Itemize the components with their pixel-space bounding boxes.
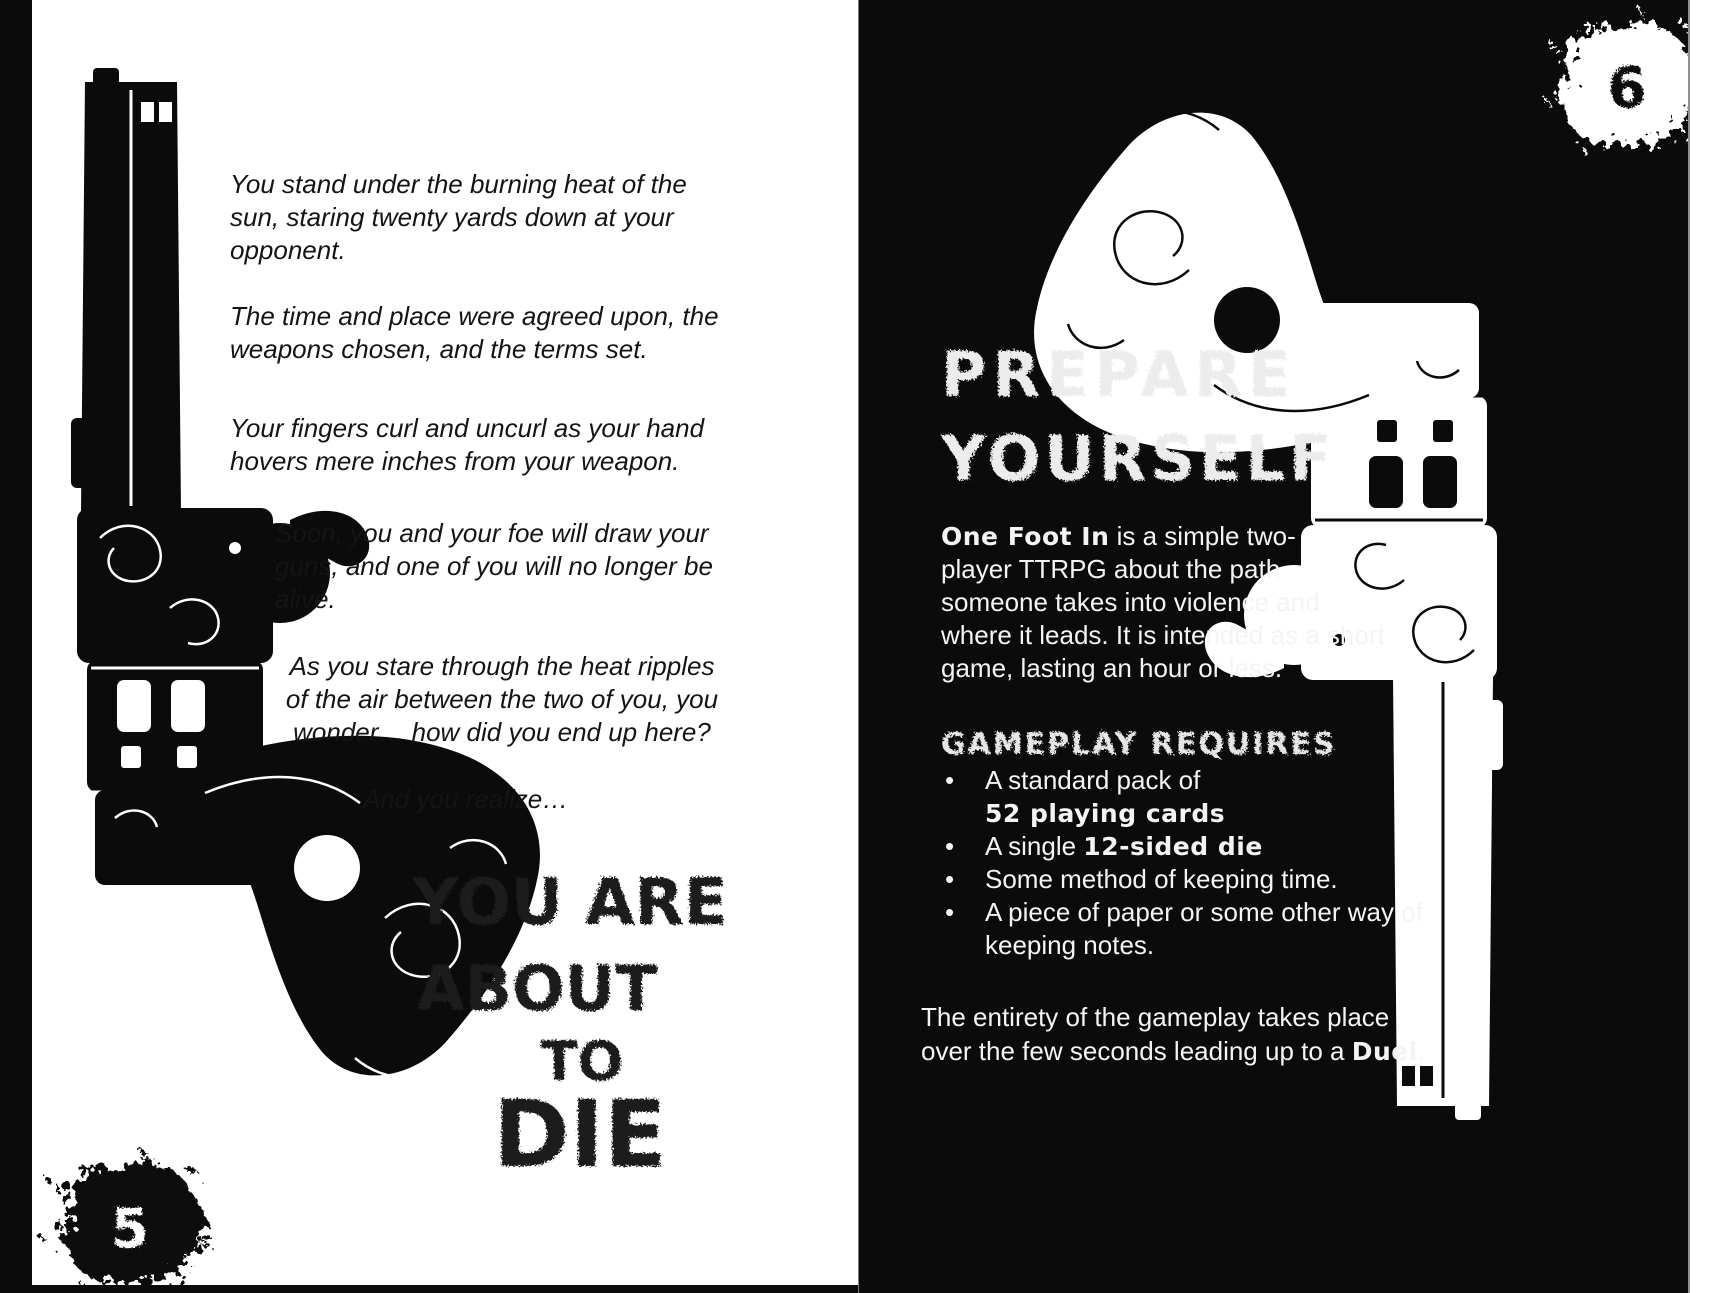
narration-line: You stand under the burning heat of the xyxy=(230,169,687,199)
requirements-heading xyxy=(941,722,1381,766)
left-page xyxy=(32,0,858,1285)
narration-paragraph xyxy=(272,650,732,749)
intro-line: someone takes into violence and xyxy=(941,587,1320,617)
item-line: A piece of paper or some other way of xyxy=(985,897,1423,927)
title-line: TO xyxy=(540,1030,624,1093)
intro-line: player TTRPG about the path xyxy=(941,554,1281,584)
list-item-text xyxy=(985,830,1263,863)
list-item-text xyxy=(985,764,1225,830)
death-title-block xyxy=(380,850,760,946)
outro-line xyxy=(921,1034,1425,1069)
narration-line: sun, staring twenty yards down at your xyxy=(230,202,674,232)
narration-line: weapons chosen, and the terms set. xyxy=(230,334,648,364)
narration-line: As you stare through the heat ripples xyxy=(289,651,715,681)
title-line: YOURSELF xyxy=(941,422,1336,495)
page-number: 6 xyxy=(1607,56,1647,121)
narration-line: opponent. xyxy=(230,235,346,265)
bullet-icon: • xyxy=(945,897,955,927)
next-page-edge xyxy=(1688,0,1723,1293)
intro-line: is a simple two- xyxy=(1109,521,1296,551)
outro-line: The entirety of the gameplay takes place xyxy=(921,1002,1390,1032)
narration-line: And you realize… xyxy=(363,784,569,814)
page-number-splatter xyxy=(1539,2,1689,167)
narration-line: wonder… how did you end up here? xyxy=(293,717,711,747)
title-line: PREPARE xyxy=(941,338,1297,411)
bullet-icon: • xyxy=(945,831,955,861)
item-line: keeping notes. xyxy=(985,930,1155,960)
list-item-text: Some method of keeping time. xyxy=(985,864,1338,894)
bullet-icon: • xyxy=(945,765,955,795)
item-line: A standard pack of xyxy=(985,765,1201,795)
narration-line: alive. xyxy=(275,584,336,614)
narration-line: hovers mere inches from your weapon. xyxy=(230,446,680,476)
game-title-text: One Foot In xyxy=(941,522,1110,551)
item-bold-text: 12-sided die xyxy=(1083,832,1263,861)
list-item-text xyxy=(985,896,1423,962)
narration-paragraph xyxy=(230,300,719,366)
list-item xyxy=(945,863,1423,896)
item-bold-text: 52 playing cards xyxy=(985,799,1226,828)
title-line: ABOUT xyxy=(416,952,658,1025)
narration-paragraph xyxy=(230,412,704,478)
narration-line: The time and place were agreed upon, the xyxy=(230,301,719,331)
intro-paragraph xyxy=(941,520,1385,685)
page-number-splatter xyxy=(34,1145,224,1285)
narration-line: of the air between the two of you, you xyxy=(285,684,719,714)
narration-line: Your fingers curl and uncurl as your hand xyxy=(230,413,705,443)
narration-line: guns, and one of you will no longer be xyxy=(275,551,713,581)
list-item xyxy=(945,764,1423,830)
narration-paragraph xyxy=(275,517,713,616)
narration-paragraph xyxy=(230,168,687,267)
title-line: YOU ARE xyxy=(412,866,728,940)
title-line: DIE xyxy=(493,1081,667,1188)
duel-keyword: Duel xyxy=(1351,1037,1418,1066)
intro-line: where it leads. It is intended as a short xyxy=(941,620,1385,650)
right-page xyxy=(858,0,1689,1293)
heading-text: GAMEPLAY REQUIRES xyxy=(941,727,1337,762)
section-title-block xyxy=(941,332,1361,414)
intro-line: game, lasting an hour or less. xyxy=(941,653,1283,683)
outro-text: over the few seconds leading up to a xyxy=(921,1036,1352,1066)
list-item xyxy=(945,896,1423,962)
list-item xyxy=(945,830,1423,863)
section-title-block xyxy=(941,416,1381,498)
outro-paragraph xyxy=(921,1000,1425,1069)
narration-line: Soon, you and your foe will draw your xyxy=(275,518,709,548)
page-number: 5 xyxy=(111,1197,149,1260)
bullet-icon: • xyxy=(945,864,955,894)
item-line: A single xyxy=(985,831,1084,861)
death-title-block xyxy=(455,1070,705,1190)
outro-text: . xyxy=(1417,1036,1426,1066)
narration-paragraph xyxy=(363,783,568,816)
requirements-list xyxy=(945,764,1423,962)
